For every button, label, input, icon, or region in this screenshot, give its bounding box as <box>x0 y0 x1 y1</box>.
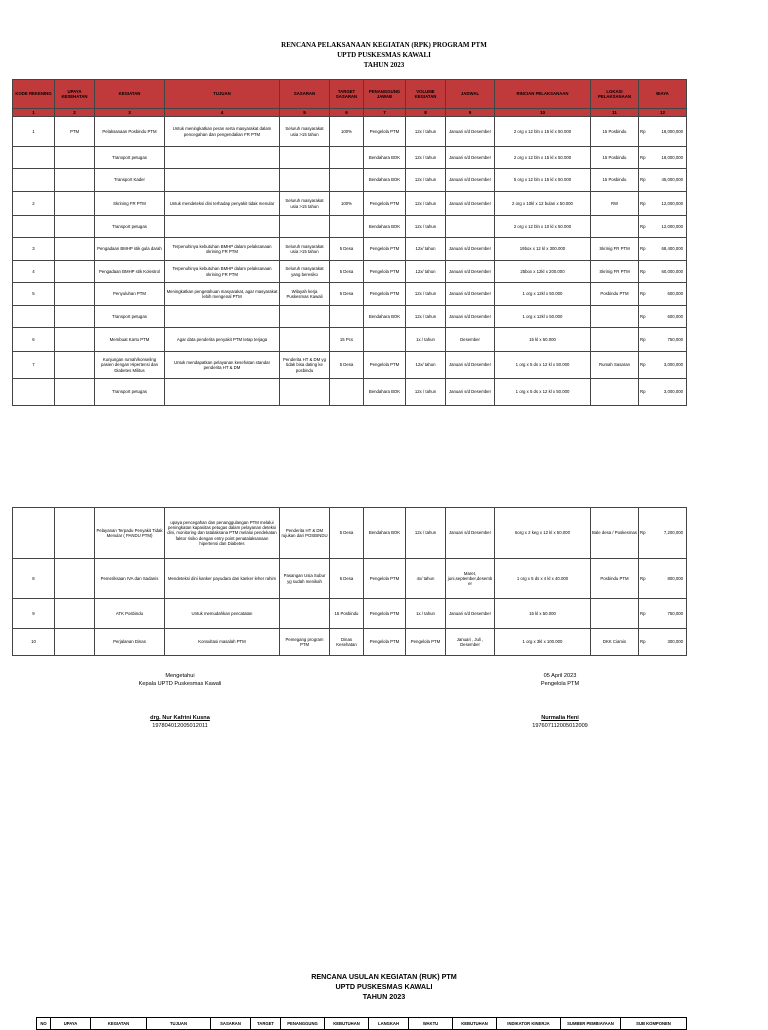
cell-rp: Rp <box>639 599 651 629</box>
col-number: 8 <box>406 109 446 117</box>
cell-tujuan: Untuk meningkatkan peran serta masyarakat dalam pencegahan dan pengendalian FR PTM <box>165 117 280 147</box>
cell-sasaran: Penderita HT & DM yg tidak bisa dating ke posbindu <box>280 352 330 379</box>
cell-lokasi: Posbindu PTM <box>591 283 639 306</box>
cell-penanggung-jawab: Pengelola PTM <box>364 261 406 283</box>
cell-rp: Rp <box>639 147 651 169</box>
cell-lokasi <box>591 306 639 328</box>
cell-kegiatan: Transport Kader <box>95 169 165 192</box>
rpk-title-block <box>0 40 768 70</box>
cell-rp: Rp <box>639 508 651 559</box>
ruk-col-header: INDIKATOR KINERJA <box>497 1018 561 1030</box>
cell-rp: Rp <box>639 117 651 147</box>
ruk-col-header: KEGIATAN <box>91 1018 147 1030</box>
rpk-title: RENCANA PELAKSANAAN KEGIATAN (RPK) PROGRAM PTM <box>281 41 487 49</box>
cell-penanggung-jawab: Pengelola PTM <box>364 629 406 656</box>
cell-lokasi <box>591 599 639 629</box>
cell-kegiatan: ATK Posbindu <box>95 599 165 629</box>
cell-upaya <box>55 379 95 406</box>
cell-kode: 1 <box>13 117 55 147</box>
cell-kode: 4 <box>13 261 55 283</box>
table-row <box>13 629 687 656</box>
cell-rincian: 6org x 2 keg x 12 kl x 50.000 <box>495 508 591 559</box>
cell-upaya <box>55 629 95 656</box>
cell-tujuan: Terpenuhinya kebutuhan BMHP dalam pelaksanaan skrining FR PTM <box>165 238 280 261</box>
ruk-col-header: NO <box>37 1018 51 1030</box>
signature-right-name: Nurmalia Heni <box>541 715 579 721</box>
cell-volume: 12x / tahun <box>406 192 446 216</box>
cell-biaya: 18,000,000 <box>651 117 687 147</box>
cell-penanggung-jawab: Pengelola PTM <box>364 559 406 599</box>
rpk-number-row <box>13 109 687 117</box>
cell-lokasi: RW <box>591 192 639 216</box>
cell-penanggung-jawab: Bendahara BOK <box>364 216 406 238</box>
cell-target: 5 Desa <box>330 559 364 599</box>
cell-jadwal: Januari s/d Desember <box>446 238 495 261</box>
cell-biaya: 7,200,000 <box>651 508 687 559</box>
cell-tujuan: upaya pencegahan dan penanggulangan PTM melalui peningkatan kapasitas petugas dalam pelayanan deteksi dini, monitoring dan tatalaksana PTM melalui pendekatan faktor risiko dengan entry point penatalaksanaan hipertensi dan Diabetes <box>165 508 280 559</box>
cell-lokasi <box>591 379 639 406</box>
cell-penanggung-jawab: Bendahara BOK <box>364 508 406 559</box>
cell-kegiatan: Skrining FR PTM <box>95 192 165 216</box>
cell-sasaran: Pasangan Usia Subur yg sudah menikah <box>280 559 330 599</box>
cell-sasaran <box>280 379 330 406</box>
cell-rp: Rp <box>639 352 651 379</box>
col-header: KODE REKENING <box>13 80 55 109</box>
cell-jadwal: Januari s/d Desember <box>446 379 495 406</box>
cell-tujuan <box>165 216 280 238</box>
col-header: KEGIATAN <box>95 80 165 109</box>
cell-tujuan: Agar data penderita penyakit PTM tetap terjaga <box>165 328 280 352</box>
col-number: 1 <box>13 109 55 117</box>
cell-target <box>330 216 364 238</box>
cell-rincian: 1 org x 12kl x 50.000 <box>495 306 591 328</box>
cell-upaya <box>55 261 95 283</box>
signature-left-nip: 197804012005012011 <box>152 723 208 729</box>
cell-upaya: PTM <box>55 117 95 147</box>
rpk-subtitle-puskesmas: UPTD PUSKESMAS KAWALI <box>337 51 431 59</box>
cell-biaya: 3,000,000 <box>651 379 687 406</box>
cell-jadwal: Januari s/d Desember <box>446 117 495 147</box>
cell-sasaran <box>280 216 330 238</box>
cell-kegiatan: Pengadaan BMHP stik gula darah <box>95 238 165 261</box>
col-number: 4 <box>165 109 280 117</box>
cell-kode: 10 <box>13 629 55 656</box>
cell-kode: 5 <box>13 283 55 306</box>
cell-rincian: 1 org x 5 ds x 12 kl x 50.000 <box>495 352 591 379</box>
cell-rp: Rp <box>639 629 651 656</box>
ruk-col-header: SUB KOMPONEN <box>621 1018 687 1030</box>
cell-target: 5 Desa <box>330 261 364 283</box>
cell-sasaran: Wilayah kerja Puskesmas Kawali <box>280 283 330 306</box>
col-header: PENANGGUNG JAWAB <box>364 80 406 109</box>
cell-tujuan <box>165 147 280 169</box>
table-row <box>13 379 687 406</box>
cell-volume: 12x / tahun <box>406 306 446 328</box>
ruk-col-header: UPAYA <box>51 1018 91 1030</box>
signature-right-date: 05 April 2023 <box>543 673 577 679</box>
cell-rincian: 19box x 12 kl x 300.000 <box>495 238 591 261</box>
cell-rincian: 1 org x 5 ds x 4 kl x 40.000 <box>495 559 591 599</box>
signature-left-position: Kepala UPTD Puskesmas Kawali <box>138 681 222 687</box>
cell-volume: 12x / tahun <box>406 169 446 192</box>
cell-rp: Rp <box>639 192 651 216</box>
ruk-col-header: KEBUTUHAN <box>325 1018 369 1030</box>
cell-sasaran: Seluruh masyarakat usia >15 tahun <box>280 238 330 261</box>
col-header: TUJUAN <box>165 80 280 109</box>
cell-kode <box>13 306 55 328</box>
cell-upaya <box>55 216 95 238</box>
col-number: 6 <box>330 109 364 117</box>
cell-kode: 8 <box>13 559 55 599</box>
cell-sasaran: Seluruh masyarakat yang beresiko <box>280 261 330 283</box>
cell-penanggung-jawab: Pengelola PTM <box>364 599 406 629</box>
table-row <box>13 261 687 283</box>
cell-kode: 3 <box>13 238 55 261</box>
cell-penanggung-jawab: Pengelola PTM <box>364 238 406 261</box>
cell-kode <box>13 379 55 406</box>
col-number: 7 <box>364 109 406 117</box>
cell-volume: 12x / tahun <box>406 379 446 406</box>
cell-upaya <box>55 352 95 379</box>
cell-biaya: 68,400,000 <box>651 238 687 261</box>
cell-kegiatan: Membuat Kartu PTM <box>95 328 165 352</box>
cell-rincian: 2 org x 12 bln x 10 kl x 50.000 <box>495 216 591 238</box>
cell-sasaran: Seluruh masyarakat usia >15 tahun <box>280 117 330 147</box>
cell-rp: Rp <box>639 328 651 352</box>
cell-biaya: 3,000,000 <box>651 352 687 379</box>
cell-volume: 12x / tahun <box>406 147 446 169</box>
cell-tujuan: Terpenuhinya kebutuhan BMHP dalam pelaksanaan skrining FR PTM <box>165 261 280 283</box>
col-header: UPAYA KESEHATAN <box>55 80 95 109</box>
cell-sasaran <box>280 147 330 169</box>
cell-rincian: 15 kl x 50.000 <box>495 328 591 352</box>
col-number: 3 <box>95 109 165 117</box>
cell-biaya: 600,000 <box>651 306 687 328</box>
table-row <box>13 599 687 629</box>
cell-biaya: 600,000 <box>651 283 687 306</box>
cell-lokasi: Posbindu PTM <box>591 559 639 599</box>
col-number: 2 <box>55 109 95 117</box>
ruk-col-header: KEBUTUHAN <box>453 1018 497 1030</box>
cell-jadwal: Januari s/d Desember <box>446 306 495 328</box>
cell-upaya <box>55 328 95 352</box>
cell-penanggung-jawab <box>364 328 406 352</box>
cell-jadwal: Januari s/d Desember <box>446 599 495 629</box>
cell-sasaran: Seluruh masyarakat usia >15 tahun <box>280 192 330 216</box>
col-number: 5 <box>280 109 330 117</box>
cell-volume: 1x / tahun <box>406 599 446 629</box>
cell-target <box>330 306 364 328</box>
cell-tujuan: Mendeteksi dini kanker payudara dan kanker leher rahim <box>165 559 280 599</box>
cell-penanggung-jawab: Pengelola PTM <box>364 117 406 147</box>
cell-rincian: 1 org x 12kl x 50.000 <box>495 283 591 306</box>
cell-target <box>330 379 364 406</box>
cell-kode: 7 <box>13 352 55 379</box>
cell-volume: 12x / tahun <box>406 216 446 238</box>
ruk-col-header: TARGET <box>251 1018 281 1030</box>
cell-kode <box>13 147 55 169</box>
cell-kegiatan: Perjalanan Dinas <box>95 629 165 656</box>
cell-lokasi: 15 Posbindu <box>591 117 639 147</box>
cell-penanggung-jawab: Pengelola PTM <box>364 192 406 216</box>
cell-volume: 12x / tahun <box>406 117 446 147</box>
cell-rp: Rp <box>639 169 651 192</box>
cell-rp: Rp <box>639 379 651 406</box>
cell-upaya <box>55 169 95 192</box>
cell-tujuan <box>165 379 280 406</box>
cell-tujuan: Untuk mendeteksi dini terhadap penyakit tidak menular <box>165 192 280 216</box>
table-row <box>13 306 687 328</box>
signature-right-nip: 197607112005012009 <box>532 723 588 729</box>
col-header: LOKASI PELAKSANAAN <box>591 80 639 109</box>
cell-kegiatan: Penyuluhan PTM <box>95 283 165 306</box>
cell-kegiatan: Pelaksanaan Posbindu PTM <box>95 117 165 147</box>
cell-target: 100% <box>330 117 364 147</box>
table-row <box>13 216 687 238</box>
ruk-col-header: PENANGGUNG <box>281 1018 325 1030</box>
cell-volume: Pengelola PTM <box>406 629 446 656</box>
cell-penanggung-jawab: Pengelola PTM <box>364 352 406 379</box>
ruk-title-block <box>0 972 768 1002</box>
table-row <box>13 508 687 559</box>
table-row <box>13 283 687 306</box>
cell-rincian: 1 org x 5 ds x 12 kl x 50.000 <box>495 379 591 406</box>
ruk-col-header: LANGKAH <box>369 1018 409 1030</box>
cell-target <box>330 169 364 192</box>
cell-jadwal: Desember <box>446 328 495 352</box>
cell-jadwal: Januari , Juli , Desember <box>446 629 495 656</box>
cell-kode: 9 <box>13 599 55 629</box>
ruk-col-header: WAKTU <box>409 1018 453 1030</box>
cell-kode: 2 <box>13 192 55 216</box>
cell-target: 15 Posbindu <box>330 599 364 629</box>
cell-target <box>330 147 364 169</box>
cell-upaya <box>55 508 95 559</box>
cell-biaya: 750,000 <box>651 599 687 629</box>
cell-kegiatan: Pengadaan BMHP stik Kolestrol <box>95 261 165 283</box>
cell-jadwal: Januari s/d Desember <box>446 508 495 559</box>
col-header: VOLUME KEGIATAN <box>406 80 446 109</box>
cell-volume: 12x/ tahun <box>406 352 446 379</box>
cell-volume: 1x / tahun <box>406 328 446 352</box>
cell-target: 5 Desa <box>330 283 364 306</box>
rpk-table-body <box>13 117 687 406</box>
cell-upaya <box>55 306 95 328</box>
cell-jadwal: Januari s/d Desember <box>446 147 495 169</box>
table-row <box>13 169 687 192</box>
cell-lokasi: DKK Ciamis <box>591 629 639 656</box>
cell-upaya <box>55 192 95 216</box>
rpk-header-row <box>13 80 687 109</box>
cell-rp: Rp <box>639 216 651 238</box>
cell-tujuan: Untuk memudahkan pencatatan <box>165 599 280 629</box>
cell-upaya <box>55 599 95 629</box>
cell-penanggung-jawab: Pengelola PTM <box>364 283 406 306</box>
cell-lokasi: Bale desa / Puskesmas <box>591 508 639 559</box>
ruk-col-header: SASARAN <box>211 1018 251 1030</box>
cell-rp: Rp <box>639 559 651 599</box>
col-header: RINCIAN PELAKSANAAN <box>495 80 591 109</box>
ruk-title: RENCANA USULAN KEGIATAN (RUK) PTM <box>311 972 457 981</box>
col-number: 12 <box>639 109 687 117</box>
cell-volume: 4x/ tahun <box>406 559 446 599</box>
signature-left-label: Mengetahui <box>165 673 195 679</box>
cell-sasaran <box>280 306 330 328</box>
cell-kegiatan: Pelayanan Terpadu Penyakit Tidak Menular ( PANDU PTM) <box>95 508 165 559</box>
cell-jadwal: Januari s/d Desember <box>446 192 495 216</box>
rpk-subtitle-year: TAHUN 2023 <box>363 61 405 69</box>
cell-tujuan <box>165 169 280 192</box>
cell-lokasi: Skrinig FR PTM <box>591 238 639 261</box>
table-row <box>13 328 687 352</box>
cell-rp: Rp <box>639 238 651 261</box>
cell-lokasi: Skrinig FR PTM <box>591 261 639 283</box>
cell-rincian: 5 org x 12 bln x 15 kl x 50.000 <box>495 169 591 192</box>
rpk-table-continued <box>12 507 687 656</box>
cell-sasaran <box>280 169 330 192</box>
ruk-col-header: SUMBER PEMBIAYAAN <box>561 1018 621 1030</box>
cell-rp: Rp <box>639 306 651 328</box>
col-header: JADWAL <box>446 80 495 109</box>
cell-rincian: 2 org x 10kl x 12 bulan x 50.000 <box>495 192 591 216</box>
cell-volume: 12x/ tahun <box>406 261 446 283</box>
signature-left <box>110 672 250 730</box>
table-row <box>13 238 687 261</box>
signature-right-position: Pengelola PTM <box>540 681 580 687</box>
ruk-subtitle-year: TAHUN 2023 <box>362 992 406 1001</box>
cell-tujuan: Untuk mendapatkan pelayanan kesehatan standar penderita HT & DM <box>165 352 280 379</box>
cell-sasaran: Pemegang program PTM <box>280 629 330 656</box>
cell-jadwal: Januari s/d Desember <box>446 352 495 379</box>
ruk-subtitle-puskesmas: UPTD PUSKESMAS KAWALI <box>335 982 433 991</box>
cell-sasaran <box>280 328 330 352</box>
cell-biaya: 300,000 <box>651 629 687 656</box>
cell-kegiatan: Transport petugas <box>95 216 165 238</box>
cell-lokasi <box>591 216 639 238</box>
cell-target: Dinas Kesehatan <box>330 629 364 656</box>
cell-rincian: 2 org x 12 bln x 15 kl x 50.000 <box>495 147 591 169</box>
cell-target: 5 Desa <box>330 352 364 379</box>
cell-lokasi: Rumah Sasaran <box>591 352 639 379</box>
cell-tujuan: Konsultasi masalah PTM <box>165 629 280 656</box>
cell-tujuan: Meningkatkan pengetahuan masyarakat, agar masyarakat lebih mengenal PTM <box>165 283 280 306</box>
cell-target: 100% <box>330 192 364 216</box>
cell-penanggung-jawab: Bendahara BOK <box>364 169 406 192</box>
cell-volume: 12x / tahun <box>406 508 446 559</box>
col-header: BIAYA <box>639 80 687 109</box>
cell-biaya: 12,000,000 <box>651 216 687 238</box>
cell-upaya <box>55 283 95 306</box>
rpk-table <box>12 79 687 406</box>
cell-kegiatan: Transport petugas <box>95 306 165 328</box>
cell-rincian: 15 kl x 50.000 <box>495 599 591 629</box>
cell-volume: 12x/ tahun <box>406 238 446 261</box>
cell-jadwal: Januari s/d Desember <box>446 283 495 306</box>
table-row <box>13 559 687 599</box>
table-row <box>13 192 687 216</box>
cell-penanggung-jawab: Bendahara BOK <box>364 147 406 169</box>
cell-upaya <box>55 559 95 599</box>
cell-rincian: 25box x 12kl x 200.000 <box>495 261 591 283</box>
col-header: TARGET SASARAN <box>330 80 364 109</box>
cell-kode <box>13 216 55 238</box>
cell-upaya <box>55 147 95 169</box>
cell-tujuan <box>165 306 280 328</box>
col-number: 11 <box>591 109 639 117</box>
signature-right <box>490 672 630 730</box>
cell-jadwal: Januari s/d Desember <box>446 261 495 283</box>
table-row <box>13 352 687 379</box>
cell-rp: Rp <box>639 283 651 306</box>
cell-lokasi: 15 Posbindu <box>591 169 639 192</box>
cell-kode <box>13 169 55 192</box>
cell-target: 15 Pcs <box>330 328 364 352</box>
cell-sasaran: Penderita HT & DM rujukan dari POSBINDU <box>280 508 330 559</box>
cell-rincian: 1 org x 3kl x 100.000 <box>495 629 591 656</box>
cell-biaya: 750,000 <box>651 328 687 352</box>
rpk-table-body <box>13 508 687 656</box>
cell-biaya: 45,000,000 <box>651 169 687 192</box>
cell-kegiatan: Transport petugas <box>95 379 165 406</box>
col-number: 9 <box>446 109 495 117</box>
table-row <box>13 147 687 169</box>
cell-rp: Rp <box>639 261 651 283</box>
col-number: 10 <box>495 109 591 117</box>
cell-biaya: 18,000,000 <box>651 147 687 169</box>
cell-kegiatan: Transport petugas <box>95 147 165 169</box>
cell-lokasi: 15 Posbindu <box>591 147 639 169</box>
cell-biaya: 60,000,000 <box>651 261 687 283</box>
cell-lokasi <box>591 328 639 352</box>
col-header: SASARAN <box>280 80 330 109</box>
cell-target: 5 Desa <box>330 238 364 261</box>
table-row <box>13 117 687 147</box>
cell-kode <box>13 508 55 559</box>
cell-biaya: 800,000 <box>651 559 687 599</box>
cell-biaya: 12,000,000 <box>651 192 687 216</box>
cell-volume: 12x / tahun <box>406 283 446 306</box>
cell-penanggung-jawab: Bendahara BOK <box>364 306 406 328</box>
cell-kegiatan: Pemeriksaan IVA dan Sadanis <box>95 559 165 599</box>
cell-rincian: 2 org x 12 bln x 15 kl x 50.000 <box>495 117 591 147</box>
ruk-col-header: TUJUAN <box>147 1018 211 1030</box>
cell-target: 5 Desa <box>330 508 364 559</box>
cell-kegiatan: Kunjungan rumah/konseling pasien dengan Hipertensi dan Diabetes Militus <box>95 352 165 379</box>
cell-jadwal: Maret, juni,september,desemb er <box>446 559 495 599</box>
cell-jadwal: Januari s/d Desember <box>446 169 495 192</box>
signature-left-name: drg. Nur Kafrini Kusna <box>150 715 210 721</box>
cell-jadwal <box>446 216 495 238</box>
cell-upaya <box>55 238 95 261</box>
cell-kode: 6 <box>13 328 55 352</box>
cell-penanggung-jawab: Bendahara BOK <box>364 379 406 406</box>
cell-sasaran <box>280 599 330 629</box>
